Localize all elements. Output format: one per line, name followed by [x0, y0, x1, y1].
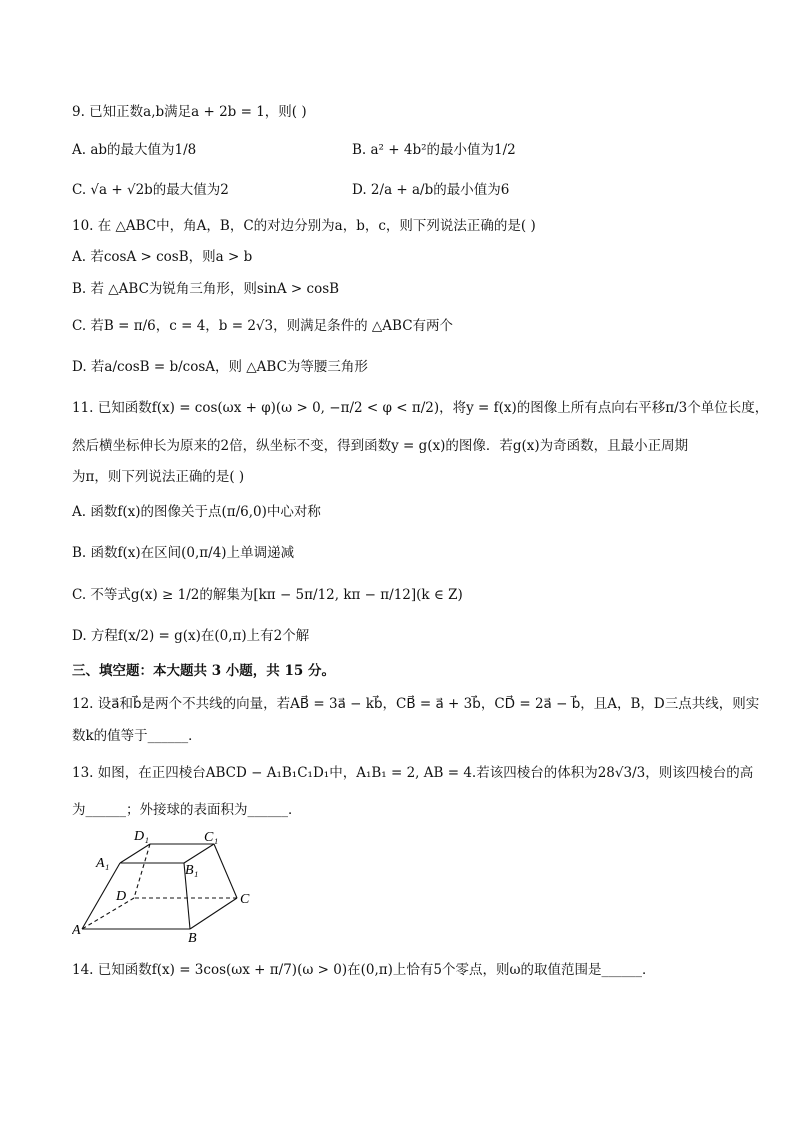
q11-stem-line2: 然后横坐标伸长为原来的2倍，纵坐标不变，得到函数y = g(x)的图像．若g(x)为奇函数，且最小正周期 — [72, 438, 689, 454]
q9-option-d: D. 2/a + a/b的最小值为6 — [352, 182, 510, 198]
q13-line1: 13. 如图，在正四棱台ABCD − A₁B₁C₁D₁中，A₁B₁ = 2, AB = 4.若该四棱台的体积为28√3/3，则该四棱台的高 — [72, 765, 754, 781]
edge-b1-c1 — [184, 844, 214, 863]
q10-option-c: C. 若B = π/6，c = 4，b = 2√3，则满足条件的 △ABC有两个 — [72, 318, 454, 334]
q12-line1: 12. 设a⃗和b⃗是两个不共线的向量，若AB⃗ = 3a⃗ − kb⃗，CB⃗ = a⃗ + 3b⃗，CD⃗ = 2a⃗ − b⃗，且A，B，D三点共线，则实 — [72, 696, 760, 712]
label-a1: A₁ — [96, 856, 110, 871]
label-b1: B₁ — [185, 863, 199, 878]
q11-stem-line3: 为π，则下列说法正确的是( ) — [72, 469, 245, 485]
q10-option-a: A. 若cosA > cosB，则a > b — [72, 249, 253, 265]
q10-option-d: D. 若a/cosB = b/cosA，则 △ABC为等腰三角形 — [72, 359, 368, 375]
q10-stem: 10. 在 △ABC中，角A，B，C的对边分别为a，b，c，则下列说法正确的是( ) — [72, 218, 536, 234]
frustum-figure — [72, 826, 272, 944]
label-d: D — [116, 889, 127, 904]
q11-option-c: C. 不等式g(x) ≥ 1/2的解集为[kπ − 5π/12, kπ − π/12](k ∈ Z) — [72, 587, 463, 603]
q11-option-a: A. 函数f(x)的图像关于点(π/6,0)中心对称 — [72, 504, 321, 520]
edge-d-a — [82, 898, 134, 929]
q14-line1: 14. 已知函数f(x) = 3cos(ωx + π/7)(ω > 0)在(0,π)上恰有5个零点，则ω的取值范围是______． — [72, 962, 656, 978]
section-header: 三、填空题：本大题共 3 小题，共 15 分。 — [72, 663, 335, 679]
q13-line2: 为______；外接球的表面积为______． — [72, 802, 302, 818]
label-c: C — [240, 892, 250, 907]
q9-option-a: A. ab的最大值为1/8 — [72, 142, 197, 158]
label-a: A — [72, 923, 81, 938]
edge-a1-a — [82, 863, 120, 929]
q9-option-b: B. a² + 4b²的最小值为1/2 — [352, 142, 516, 158]
label-b: B — [188, 931, 197, 944]
q9-stem: 9. 已知正数a,b满足a + 2b = 1，则( ) — [72, 104, 307, 120]
label-c1: C₁ — [204, 830, 219, 845]
q10-option-b: B. 若 △ABC为锐角三角形，则sinA > cosB — [72, 281, 340, 297]
q11-option-d: D. 方程f(x/2) = g(x)在(0,π)上有2个解 — [72, 628, 310, 644]
edge-b-c — [190, 898, 237, 929]
q12-line2: 数k的值等于______． — [72, 728, 202, 744]
edge-c1-c — [214, 844, 237, 898]
q9-option-c: C. √a + √2b的最大值为2 — [72, 182, 229, 198]
q11-option-b: B. 函数f(x)在区间(0,π/4)上单调递减 — [72, 545, 295, 561]
q11-stem-line1: 11. 已知函数f(x) = cos(ωx + φ)(ω > 0, −π/2 < φ < π/2)，将y = f(x)的图像上所有点向右平移π/3个单位长度， — [72, 400, 769, 416]
label-d1: D₁ — [134, 829, 149, 844]
